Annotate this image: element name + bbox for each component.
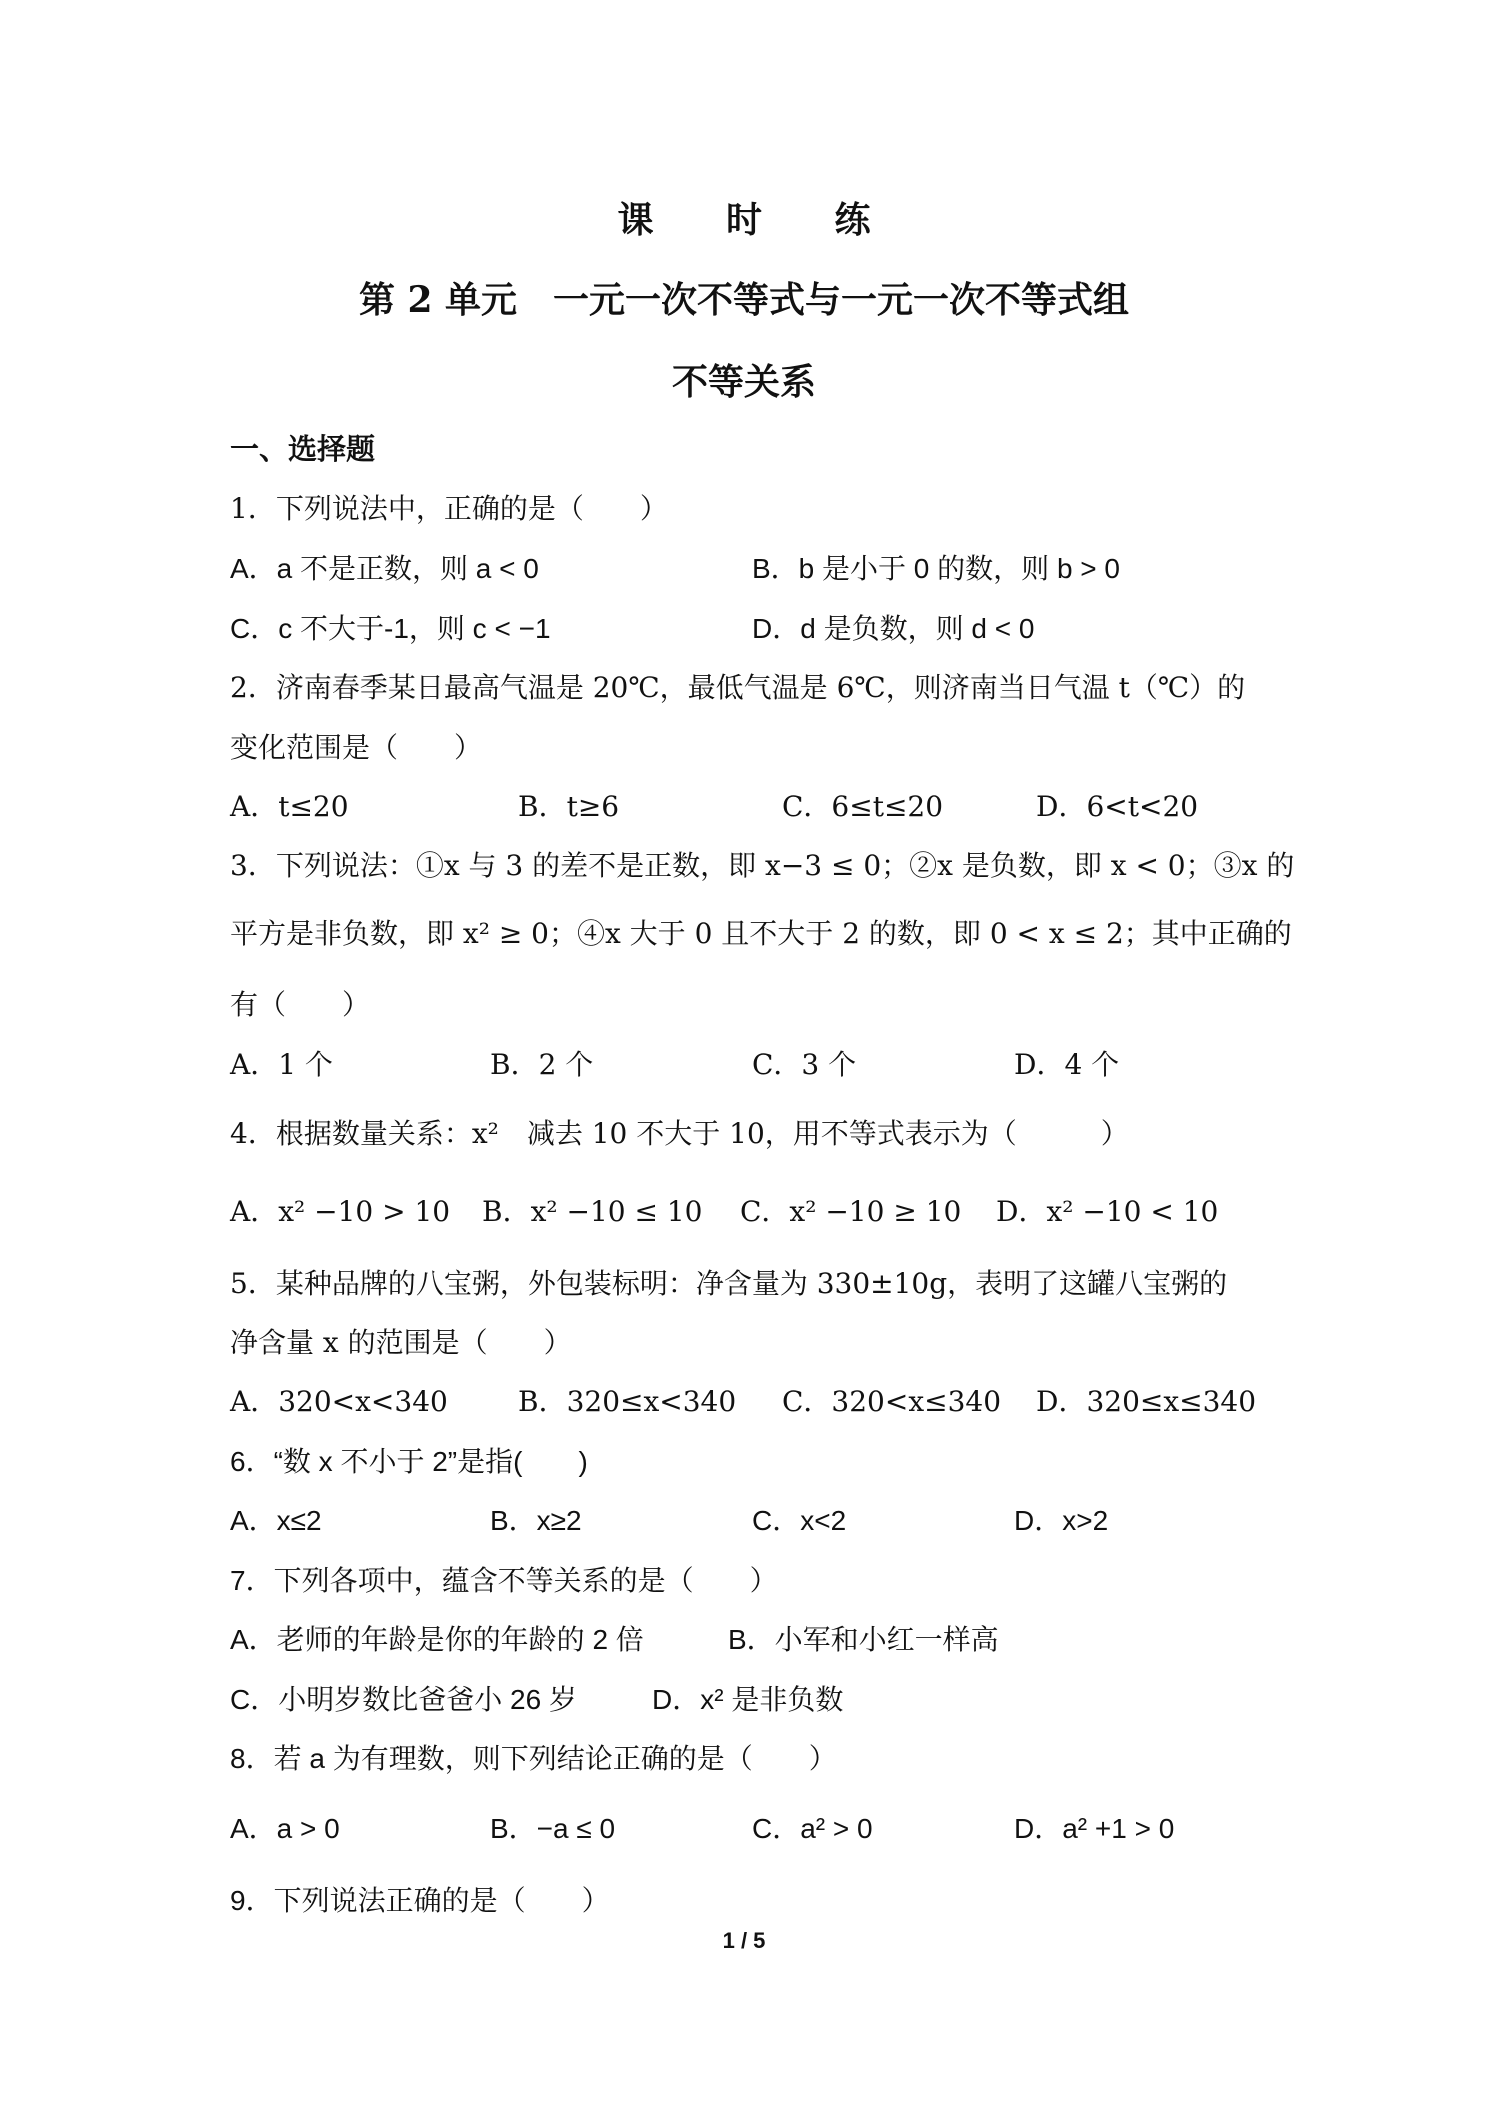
- q2-option-c: C．6≤t≤20: [782, 790, 944, 823]
- q6-option-c: C．x<2: [752, 1505, 847, 1536]
- q1-option-c: C．c 不大于-1，则 c < −1: [230, 613, 551, 644]
- q8-stem: 8．若 a 为有理数，则下列结论正确的是（ ）: [230, 1743, 837, 1774]
- q9-stem: 9．下列说法正确的是（ ）: [230, 1885, 610, 1916]
- q4-option-a: A．x² −10 > 10: [230, 1195, 451, 1228]
- page-number: 1 / 5: [722, 1928, 766, 1953]
- section-heading: 一、选择题: [230, 432, 376, 466]
- q3-option-c: C．3 个: [752, 1048, 857, 1081]
- q6-option-d: D．x>2: [1014, 1505, 1109, 1536]
- q8-option-c: C．a² > 0: [752, 1813, 873, 1844]
- q2-option-a: A．t≤20: [230, 790, 349, 823]
- q8-option-b: B．−a ≤ 0: [490, 1813, 616, 1844]
- q5-option-b: B．320≤x<340: [518, 1385, 737, 1418]
- q1-option-a: A．a 不是正数，则 a < 0: [230, 553, 539, 584]
- lesson-title: 不等关系: [671, 361, 816, 403]
- q6-stem: 6．“数 x 不小于 2”是指( ): [230, 1446, 588, 1477]
- q7-option-c: C．小明岁数比爸爸小 26 岁: [230, 1684, 577, 1715]
- q8-option-d: D．a² +1 > 0: [1014, 1813, 1175, 1844]
- q2-option-b: B．t≥6: [518, 790, 620, 823]
- q8-option-a: A．a > 0: [230, 1813, 340, 1844]
- q3-option-a: A．1 个: [230, 1048, 333, 1081]
- q4-option-b: B．x² −10 ≤ 10: [482, 1195, 703, 1228]
- worksheet-title: 课 时 练: [617, 199, 901, 241]
- q1-option-d: D．d 是负数，则 d < 0: [752, 613, 1035, 644]
- q2-stem-line1: 2．济南春季某日最高气温是 20℃，最低气温是 6℃，则济南当日气温 t（℃）的: [230, 671, 1246, 704]
- q5-stem-line1: 5．某种品牌的八宝粥，外包装标明：净含量为 330±10g，表明了这罐八宝粥的: [230, 1267, 1228, 1300]
- q6-option-b: B．x≥2: [490, 1505, 582, 1536]
- q3-option-b: B．2 个: [490, 1048, 594, 1081]
- q7-option-a: A．老师的年龄是你的年龄的 2 倍: [230, 1624, 644, 1655]
- q4-stem: 4．根据数量关系：x² 减去 10 不大于 10，用不等式表示为（ ）: [230, 1117, 1129, 1150]
- q5-option-d: D．320≤x≤340: [1036, 1385, 1257, 1418]
- q1-option-b: B．b 是小于 0 的数，则 b > 0: [752, 553, 1120, 584]
- q7-option-b: B．小军和小红一样高: [728, 1624, 999, 1655]
- q5-option-c: C．320<x≤340: [782, 1385, 1002, 1418]
- q3-stem-line3: 有（ ）: [230, 988, 371, 1021]
- q3-stem-line2: 平方是非负数，即 x² ≥ 0；④x 大于 0 且不大于 2 的数，即 0 < x ≤ 2；其中正确的: [230, 917, 1292, 950]
- q5-option-a: A．320<x<340: [230, 1385, 448, 1418]
- q2-stem-line2: 变化范围是（ ）: [230, 731, 483, 764]
- q7-stem: 7．下列各项中，蕴含不等关系的是（ ）: [230, 1565, 778, 1596]
- q4-option-d: D．x² −10 < 10: [996, 1195, 1219, 1228]
- q3-option-d: D．4 个: [1014, 1048, 1120, 1081]
- unit-title: 第 2 单元 一元一次不等式与一元一次不等式组: [358, 279, 1130, 321]
- q6-option-a: A．x≤2: [230, 1505, 322, 1536]
- q7-option-d: D．x² 是非负数: [652, 1684, 844, 1715]
- q2-option-d: D．6<t<20: [1036, 790, 1199, 823]
- q4-option-c: C．x² −10 ≥ 10: [740, 1195, 962, 1228]
- q3-stem-line1: 3．下列说法：①x 与 3 的差不是正数，即 x−3 ≤ 0；②x 是负数，即 x < 0；③x 的: [230, 849, 1295, 882]
- q5-stem-line2: 净含量 x 的范围是（ ）: [230, 1326, 572, 1359]
- q1-stem: 1．下列说法中，正确的是（ ）: [230, 492, 668, 525]
